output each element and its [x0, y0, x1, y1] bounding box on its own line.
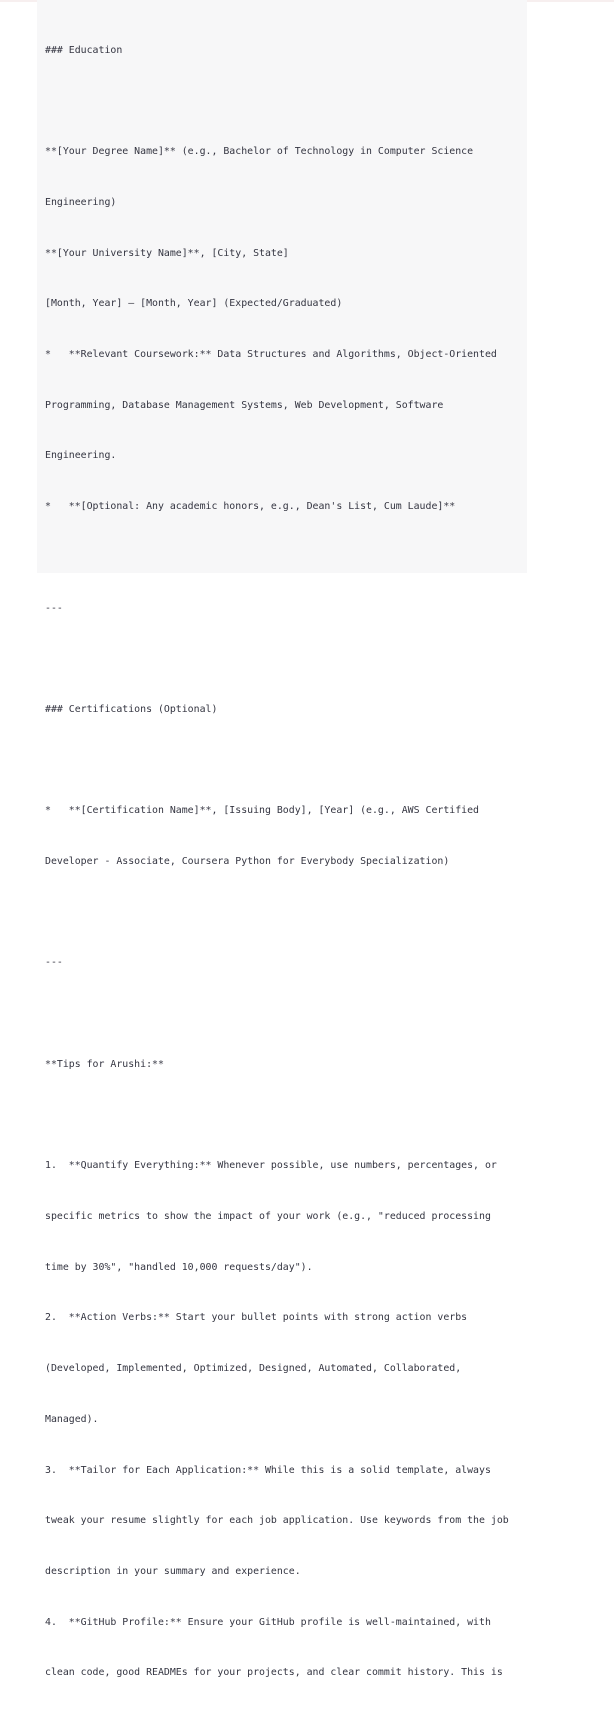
code-line: [Month, Year] – [Month, Year] (Expected/Graduated) [45, 298, 343, 310]
code-line: --- [45, 602, 63, 614]
code-line: time by 30%", "handled 10,000 requests/day"). [45, 1261, 313, 1273]
code-line: **[Your University Name]**, [City, State] [45, 247, 289, 259]
code-line: specific metrics to show the impact of your work (e.g., "reduced processing [45, 1210, 491, 1222]
code-line: 2. **Action Verbs:** Start your bullet points with strong action verbs [45, 1312, 468, 1324]
code-line: Engineering. [45, 450, 117, 462]
code-line: Developer - Associate, Coursera Python for Everybody Specialization) [45, 856, 450, 868]
code-line: --- [45, 957, 63, 969]
code-line: **Tips for Arushi:** [45, 1058, 164, 1070]
code-line [45, 753, 509, 770]
code-line: description in your summary and experience. [45, 1565, 301, 1577]
code-line: * **[Certification Name]**, [Issuing Body], [Year] (e.g., AWS Certified [45, 805, 480, 817]
code-line [45, 94, 509, 111]
code-line: * **Relevant Coursework:** Data Structures and Algorithms, Object-Oriented [45, 349, 497, 361]
code-line: * **[Optional: Any academic honors, e.g., Dean's List, Cum Laude]** [45, 501, 456, 513]
code-block[interactable] [37, 0, 527, 1679]
code-line: 1. **Quantify Everything:** Whenever possible, use numbers, percentages, or [45, 1160, 497, 1172]
code-line: clean code, good READMEs for your projects, and clear commit history. This is [45, 1667, 503, 1679]
code-line [45, 1006, 509, 1023]
code-line: Managed). [45, 1413, 99, 1425]
code-line: Engineering) [45, 196, 117, 208]
code-line [45, 905, 509, 922]
code-line: ### Certifications (Optional) [45, 703, 218, 715]
code-text [45, 9, 509, 1716]
code-line [45, 550, 509, 567]
code-line: ### Education [45, 44, 123, 56]
code-line: (Developed, Implemented, Optimized, Designed, Automated, Collaborated, [45, 1363, 462, 1375]
code-line [45, 1108, 509, 1125]
code-line: 4. **GitHub Profile:** Ensure your GitHub profile is well-maintained, with [45, 1616, 491, 1628]
code-line: 3. **Tailor for Each Application:** While this is a solid template, always [45, 1464, 491, 1476]
code-line [45, 651, 509, 668]
code-line: Programming, Database Management Systems, Web Development, Software [45, 399, 444, 411]
code-line: tweak your resume slightly for each job application. Use keywords from the job [45, 1515, 509, 1527]
code-line: **[Your Degree Name]** (e.g., Bachelor of Technology in Computer Science [45, 146, 474, 158]
